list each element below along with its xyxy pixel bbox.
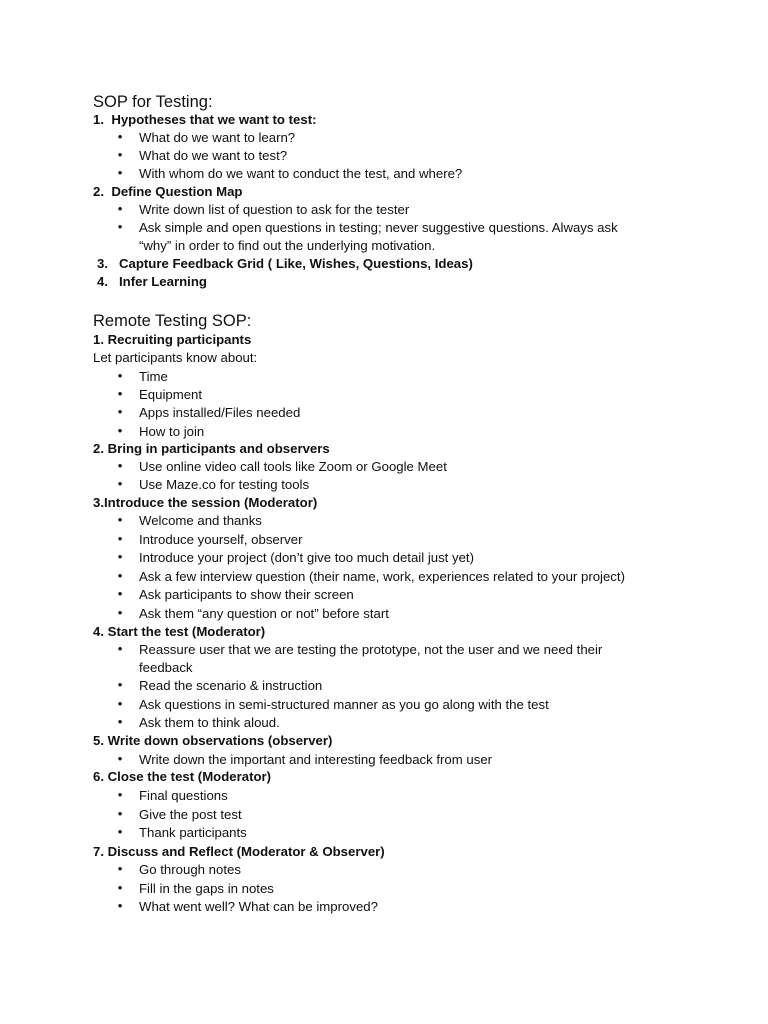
item-number: 1. <box>93 112 104 127</box>
step-heading: 7. Discuss and Reflect (Moderator & Observer) <box>93 844 385 859</box>
section-title: SOP for Testing: <box>93 93 213 111</box>
item-label: Hypotheses that we want to test: <box>111 112 317 127</box>
list-item: Go through notes <box>139 862 241 877</box>
bullet-glyph: • <box>117 605 123 620</box>
list-item: Welcome and thanks <box>139 513 262 528</box>
bullet-glyph: • <box>117 531 123 546</box>
step-heading: 3.Introduce the session (Moderator) <box>93 495 318 510</box>
list-item: Use online video call tools like Zoom or Google Meet <box>139 459 447 474</box>
list-item: Fill in the gaps in notes <box>139 881 274 896</box>
list-item: Thank participants <box>139 825 247 840</box>
bullet-glyph: • <box>117 476 123 491</box>
bullet-glyph: • <box>117 404 123 419</box>
list-item: Read the scenario & instruction <box>139 678 323 693</box>
list-item: Reassure user that we are testing the prototype, not the user and we need their <box>139 642 603 657</box>
bullet-glyph: • <box>117 714 123 729</box>
step-heading: 4. Start the test (Moderator) <box>93 624 266 639</box>
list-item: Apps installed/Files needed <box>139 405 301 420</box>
list-item: Give the post test <box>139 807 242 822</box>
list-item: Ask simple and open questions in testing; never suggestive questions. Always ask <box>139 220 618 235</box>
list-item: Time <box>139 369 168 384</box>
item-number: 4. <box>97 274 108 289</box>
bullet-glyph: • <box>117 861 123 876</box>
list-item: Write down the important and interesting feedback from user <box>139 752 493 767</box>
list-item: What went well? What can be improved? <box>139 899 378 914</box>
item-number: 3. <box>97 256 108 271</box>
numbered-heading <box>93 183 242 201</box>
list-item: Ask participants to show their screen <box>139 587 354 602</box>
step-heading: 2. Bring in participants and observers <box>93 441 330 456</box>
bullet-glyph: • <box>117 787 123 802</box>
bullet-glyph: • <box>117 512 123 527</box>
step-heading: 6. Close the test (Moderator) <box>93 769 272 784</box>
step-heading: 1. Recruiting participants <box>93 332 252 347</box>
step-intro: Let participants know about: <box>93 350 258 365</box>
bullet-glyph: • <box>117 751 123 766</box>
numbered-heading <box>97 273 207 291</box>
bullet-glyph: • <box>117 147 123 162</box>
list-item: Ask them “any question or not” before start <box>139 606 389 621</box>
bullet-glyph: • <box>117 880 123 895</box>
bullet-glyph: • <box>117 129 123 144</box>
step-heading: 5. Write down observations (observer) <box>93 733 333 748</box>
list-item: Introduce your project (don’t give too much detail just yet) <box>139 550 474 565</box>
numbered-heading <box>93 111 317 129</box>
list-item: Use Maze.co for testing tools <box>139 477 310 492</box>
item-label: Infer Learning <box>119 274 207 289</box>
item-label: Capture Feedback Grid ( Like, Wishes, Questions, Ideas) <box>119 256 473 271</box>
list-item-continuation: “why” in order to find out the underlying motivation. <box>139 238 436 253</box>
item-label: Define Question Map <box>111 184 243 199</box>
bullet-glyph: • <box>117 677 123 692</box>
bullet-glyph: • <box>117 806 123 821</box>
list-item: What do we want to test? <box>139 148 288 163</box>
bullet-glyph: • <box>117 386 123 401</box>
list-item: Ask a few interview question (their name, work, experiences related to your project) <box>139 569 625 584</box>
bullet-glyph: • <box>117 586 123 601</box>
list-item: Final questions <box>139 788 228 803</box>
list-item: Ask questions in semi-structured manner as you go along with the test <box>139 697 549 712</box>
list-item: Introduce yourself, observer <box>139 532 303 547</box>
list-item: How to join <box>139 424 205 439</box>
list-item: With whom do we want to conduct the test, and where? <box>139 166 463 181</box>
list-item: Write down list of question to ask for the tester <box>139 202 410 217</box>
bullet-glyph: • <box>117 898 123 913</box>
bullet-glyph: • <box>117 458 123 473</box>
list-item: What do we want to learn? <box>139 130 296 145</box>
bullet-glyph: • <box>117 423 123 438</box>
bullet-glyph: • <box>117 824 123 839</box>
list-item: Ask them to think aloud. <box>139 715 280 730</box>
section-title: Remote Testing SOP: <box>93 312 252 330</box>
list-item: Equipment <box>139 387 203 402</box>
bullet-glyph: • <box>117 165 123 180</box>
bullet-glyph: • <box>117 549 123 564</box>
list-item-continuation: feedback <box>139 660 193 675</box>
bullet-glyph: • <box>117 201 123 216</box>
item-number: 2. <box>93 184 104 199</box>
bullet-glyph: • <box>117 568 123 583</box>
numbered-heading <box>97 255 473 273</box>
bullet-glyph: • <box>117 219 123 234</box>
bullet-glyph: • <box>117 696 123 711</box>
bullet-glyph: • <box>117 641 123 656</box>
bullet-glyph: • <box>117 368 123 383</box>
